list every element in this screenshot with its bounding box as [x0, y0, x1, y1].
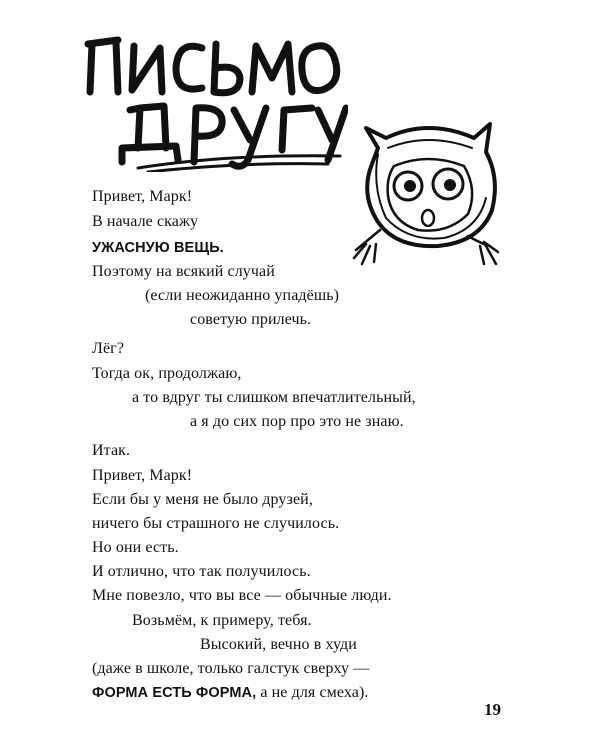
text-line: Привет, Марк! — [92, 467, 193, 484]
text-line: а то вдруг ты слишком впечатлительный, — [132, 389, 416, 406]
text-line: (даже в школе, только галстук сверху — — [92, 660, 370, 677]
text-line: (если неожиданно упадёшь) — [145, 287, 340, 304]
text-line-tail: а не для смеха). — [260, 684, 369, 701]
text-line: Если бы у меня не было друзей, — [92, 491, 313, 508]
creature-drawing — [348, 118, 508, 278]
text-line: Высокий, вечно в худи — [200, 636, 357, 653]
text-line-mixed — [92, 683, 369, 703]
text-line: В начале скажу — [92, 213, 199, 230]
bold-phrase: ФОРМА ЕСТЬ ФОРМА, — [92, 685, 257, 701]
text-line: Лёг? — [92, 340, 125, 357]
creature-illustration — [348, 118, 508, 278]
text-line: Поэтому на всякий случай — [92, 263, 275, 280]
chapter-title — [78, 22, 348, 172]
text-line: Мне повезло, что вы все — обычные люди. — [92, 587, 392, 604]
page-number: 19 — [484, 700, 501, 719]
text-line: Итак. — [92, 442, 131, 459]
title-lettering — [78, 22, 348, 172]
text-line: а я до сих пор про это не знаю. — [190, 413, 404, 430]
text-line: Но они есть. — [92, 539, 179, 556]
text-line: Привет, Марк! — [92, 188, 193, 205]
text-line: И отлично, что так получилось. — [92, 563, 311, 580]
text-line-bold: УЖАСНУЮ ВЕЩЬ. — [92, 240, 224, 256]
text-line: Возьмём, к примеру, тебя. — [132, 612, 312, 629]
text-line: ничего бы страшного не случилось. — [92, 515, 340, 532]
text-line: советую прилечь. — [190, 311, 312, 328]
text-line: Тогда ок, продолжаю, — [92, 365, 242, 382]
